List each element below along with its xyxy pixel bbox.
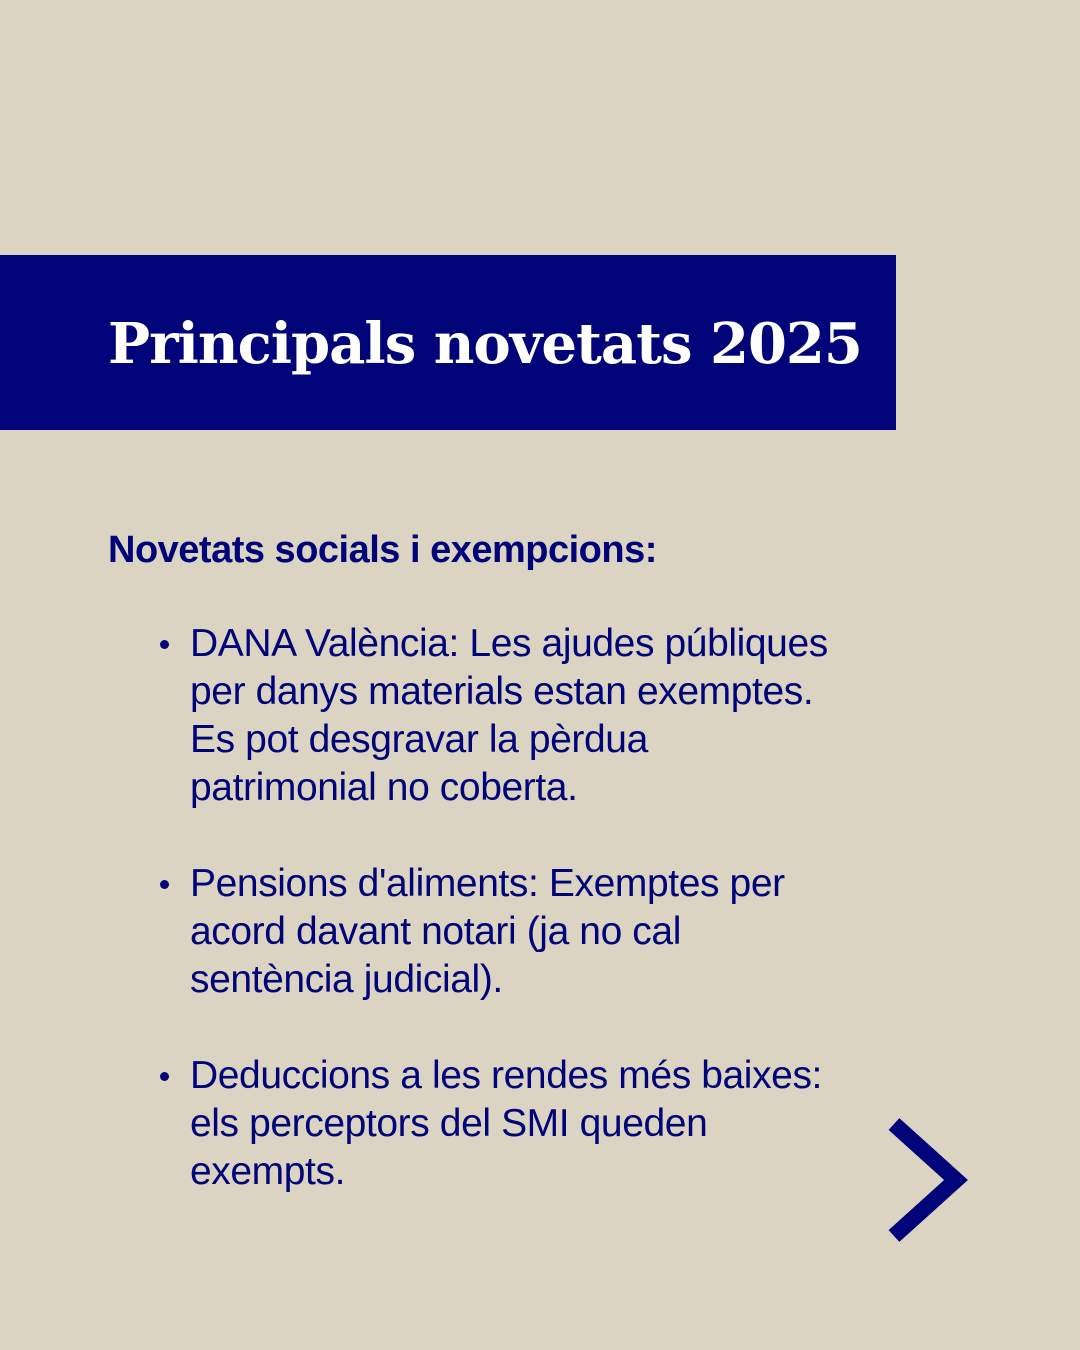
bullet-line: Es pot desgravar la pèrdua (190, 718, 648, 761)
bullet-line: DANA València: Les ajudes públiques (190, 622, 828, 665)
bullet-line: per danys materials estan exemptes. (190, 670, 814, 713)
bullet-line: exempts. (190, 1150, 346, 1193)
chevron-right-svg (880, 1114, 975, 1246)
bullet-item-deduccions (190, 1052, 890, 1196)
bullet-line: sentència judicial). (190, 958, 503, 1001)
bullet-item-dana (190, 620, 890, 812)
bullet-line: patrimonial no coberta. (190, 766, 578, 809)
bullet-line: Pensions d'aliments: Exemptes per (190, 862, 785, 905)
chevron-right-icon[interactable] (880, 1114, 975, 1246)
bullet-dot (160, 1072, 169, 1081)
bullet-line: els perceptors del SMI queden (190, 1102, 708, 1145)
bullet-item-pensions (190, 860, 890, 1004)
section-heading: Novetats socials i exempcions: (108, 529, 657, 571)
bullet-dot (160, 880, 169, 889)
page-title: Principals novetats 2025 (108, 311, 862, 377)
bullet-line: acord davant notari (ja no cal (190, 910, 681, 953)
bullet-dot (160, 640, 169, 649)
bullet-line: Deduccions a les rendes més baixes: (190, 1054, 822, 1097)
bullet-list (190, 620, 890, 1244)
